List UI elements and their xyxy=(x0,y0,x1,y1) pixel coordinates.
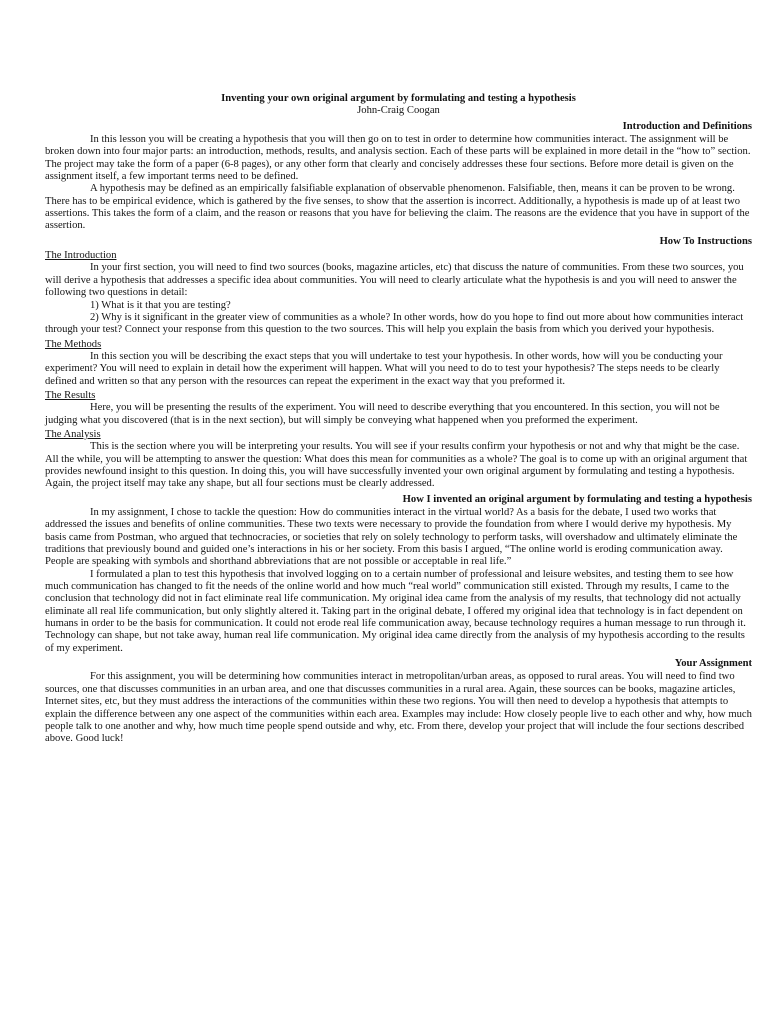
document-title: Inventing your own original argument by formulating and testing a hypothesis xyxy=(221,93,576,104)
section-heading-example: How I invented an original argument by formulating and testing a hypothesis xyxy=(402,493,752,505)
subheading-methods: The Methods xyxy=(45,338,102,350)
subheading-results: The Results xyxy=(45,389,96,401)
intro-paragraph-2: A hypothesis may be defined as an empirically falsifiable explanation of observable phenomenon. Falsifiable, then, means it can be proven to be wrong. There has to be empirical evidence, which is gathered by the five senses, to show that the assertion is incorrect. Additionally, a hypothesis is made up of at least two assertions. This takes the form of a claim, and the reason or reasons that you have for believing the claim. The reasons are the evidence that you have in support of the assertion. xyxy=(45,183,750,232)
question-2: 2) Why is it significant in the greater view of communities as a whole? In other words, how do you hope to find out more about how communities interact through your test? Connect your response from this question to the two sources. This will help you explain the basis from which you derived your hypothesis. xyxy=(45,311,744,336)
introduction-paragraph: In your first section, you will need to find two sources (books, magazine articles, etc) that discuss the nature of communities. From these two sources, you will derive a hypothesis that addresses a specific idea about communities. You will need to clearly articulate what the hypothesis is and you will need to answer the following two questions in detail: xyxy=(45,262,744,299)
section-heading-how-to: How To Instructions xyxy=(659,235,752,247)
document-author: John-Craig Coogan xyxy=(357,105,440,117)
results-paragraph: Here, you will be presenting the results of the experiment. You will need to describe everything that you encountered. In this section, you will not be judging what you discovered (that is in the next section), but will simply be conveying what happened when you preformed the experiment. xyxy=(45,402,720,426)
analysis-paragraph: This is the section where you will be interpreting your results. You will see if your results confirm your hypothesis or not and why that might be the case. All the while, you will be attempting to answer the question: What does this mean for communities as a whole? The goal is to come up with an original argument that provides newfound insight to this question. In doing this, you will have successfully invented your own original argument by formulating and testing a hypothesis. Again, the project itself may take any shape, but all four sections must be clearly addressed. xyxy=(45,441,748,490)
example-paragraph-1: In my assignment, I chose to tackle the question: How do communities interact in the virtual world? As a basis for the debate, I used two works that addressed the issues and benefits of online communities. These two texts were necessary to provide the foundation from where I would derive my hypothesis. My basis came from Postman, who argued that technocracies, or societies that rely on solely technology to perform tasks, will overshadow and ultimately eliminate the traditions that previously bound and guided one’s interactions in his or her society. From this basis I argued, “The online world is eroding communication away. People are speaking with symbols and shorthand abbreviations that are not possible or acceptable in real life.” xyxy=(45,507,738,568)
section-heading-your-assignment: Your Assignment xyxy=(674,658,752,670)
section-heading-introduction-definitions: Introduction and Definitions xyxy=(622,120,752,132)
assignment-paragraph: For this assignment, you will be determining how communities interact in metropolitan/urban areas, as opposed to rural areas. You will need to find two sources, one that discusses communities in an urban area, and one that discusses communities in a rural area. Again, these sources can be books, magazine articles, Internet sites, etc, but they must address the interactions of the communities within these two regions. You will then need to develop a hypothesis that attempts to explain the difference between any one aspect of the communities within each area. Examples may include: How closely people live to each other and why, how much people talk to one another and why, how much time people spend outside and why, etc. From there, develop your project that will include the four sections described above. Good luck! xyxy=(45,671,752,745)
subheading-introduction: The Introduction xyxy=(45,250,117,262)
subheading-analysis: The Analysis xyxy=(45,428,101,440)
question-1: 1) What is it that you are testing? xyxy=(90,299,231,311)
example-paragraph-2: I formulated a plan to test this hypothesis that involved logging on to a certain number of professional and leisure websites, and testing them to see how much communication has changed to fit the needs of the online world and how much “real world” communication still existed. Through my results, I came to the conclusion that technology did not in fact eliminate real life communication. My original idea came from the analysis of my results, that technology did not actually eliminate all real life communication, but only slightly altered it. Taking part in the original debate, I offered my original idea that technology is in fact dependent on humans in order to be the basis for communication. It could not erode real life communication away, because technology requires a human message to run through it. Technology can shape, but not take away, human real life communication. My original idea came directly from the analysis of my hypothesis according to the results of my experiment. xyxy=(45,568,746,654)
methods-paragraph: In this section you will be describing the exact steps that you will undertake to test your hypothesis. In other words, how will you be conducting your experiment? You will need to explain in detail how the experiment will happen. What will you need to do to test your hypothesis? The steps needs to be clearly defined and written so that any person with the resources can repeat the experiment in the exact way that you preformed it. xyxy=(45,350,723,387)
intro-paragraph-1: In this lesson you will be creating a hypothesis that you will then go on to test in order to determine how communities interact. The assignment will be broken down into four major parts: an introduction, methods, results, and analysis section. Each of these parts will be explained in more detail in the “how to” section. The project may take the form of a paper (6-8 pages), or any other form that clearly and concisely addresses these four sections. Before more detail is given on the assignment itself, a few important terms need to be defined. xyxy=(45,134,751,183)
